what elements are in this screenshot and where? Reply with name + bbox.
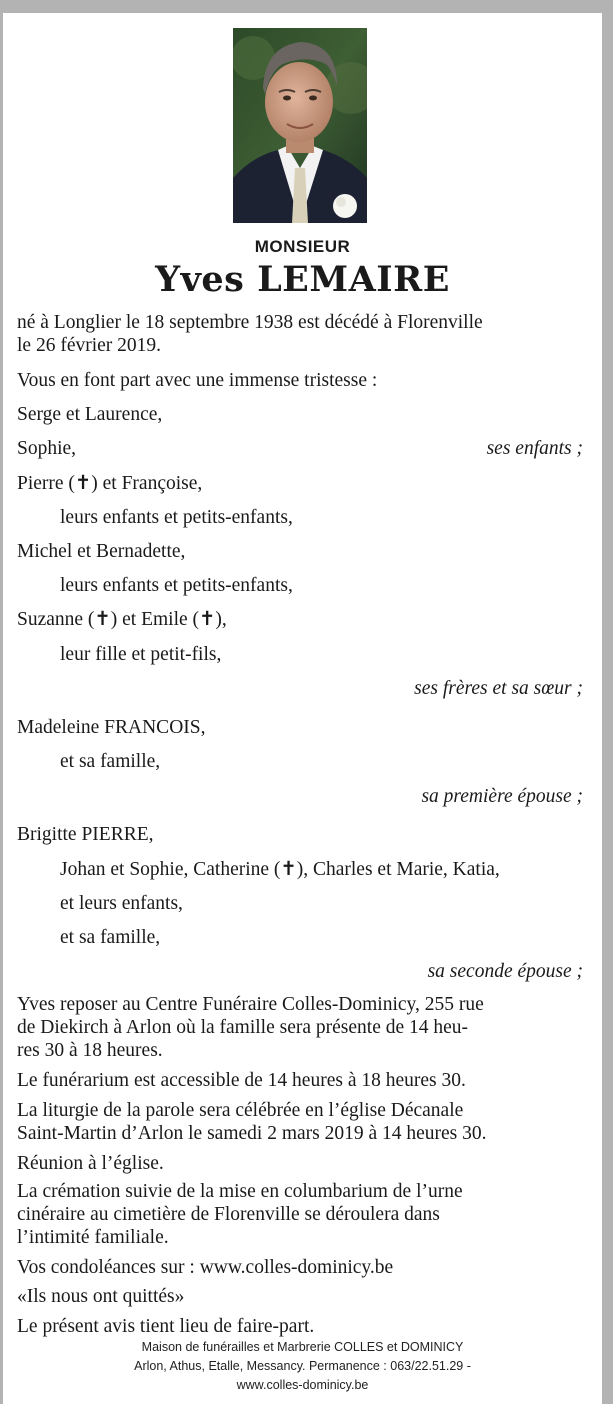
family-line: Serge et Laurence, bbox=[17, 404, 163, 425]
intro-line-2: le 26 février 2019. bbox=[17, 335, 162, 356]
detail-line: res 30 à 18 heures. bbox=[17, 1040, 163, 1061]
detail-line: «Ils nous ont quittés» bbox=[17, 1286, 185, 1307]
intro-line-1: né à Longlier le 18 septembre 1938 est décédé à Florenville bbox=[17, 312, 483, 333]
detail-line: de Diekirch à Arlon où la famille sera présente de 14 heu- bbox=[17, 1017, 469, 1038]
obituary-card bbox=[3, 13, 602, 1404]
detail-line: Le présent avis tient lieu de faire-part. bbox=[17, 1316, 315, 1337]
family-line: Sophie, bbox=[17, 438, 77, 459]
family-line: leur fille et petit-fils, bbox=[60, 644, 222, 665]
announcement: Vous en font part avec une immense tristesse : bbox=[17, 370, 378, 391]
family-line: Brigitte PIERRE, bbox=[17, 824, 154, 845]
detail-line: Yves reposer au Centre Funéraire Colles-Dominicy, 255 rue bbox=[17, 994, 484, 1015]
detail-line: l’intimité familiale. bbox=[17, 1227, 169, 1248]
family-line: Michel et Bernadette, bbox=[17, 541, 186, 562]
relation-label: sa seconde épouse ; bbox=[427, 961, 583, 982]
family-line: Pierre (✝) et Françoise, bbox=[17, 473, 203, 494]
family-line: Suzanne (✝) et Emile (✝), bbox=[17, 609, 227, 630]
footer-line-2: Arlon, Athus, Etalle, Messancy. Permanence : 063/22.51.29 - bbox=[134, 1359, 471, 1373]
family-line: leurs enfants et petits-enfants, bbox=[60, 575, 293, 596]
detail-line: Saint-Martin d’Arlon le samedi 2 mars 2019 à 14 heures 30. bbox=[17, 1123, 487, 1144]
family-line: et leurs enfants, bbox=[60, 893, 183, 914]
family-line: et sa famille, bbox=[60, 751, 161, 772]
family-line: leurs enfants et petits-enfants, bbox=[60, 507, 293, 528]
family-line: et sa famille, bbox=[60, 927, 161, 948]
footer-website: www.colles-dominicy.be bbox=[236, 1378, 369, 1392]
footer-line-1: Maison de funérailles et Marbrerie COLLES et DOMINICY bbox=[141, 1340, 464, 1354]
condolences-line: Vos condoléances sur : www.colles-dominicy.be bbox=[17, 1257, 394, 1278]
relation-label: sa première épouse ; bbox=[421, 786, 583, 807]
relation-label: ses frères et sa sœur ; bbox=[414, 678, 583, 699]
detail-line: La crémation suivie de la mise en columbarium de l’urne bbox=[17, 1181, 463, 1202]
deceased-name: Yves LEMAIRE bbox=[155, 259, 450, 300]
detail-line: Réunion à l’église. bbox=[17, 1153, 164, 1174]
honorific: MONSIEUR bbox=[254, 237, 351, 256]
detail-line: cinéraire au cimetière de Florenville se déroulera dans bbox=[17, 1204, 440, 1225]
detail-line: La liturgie de la parole sera célébrée en l’église Décanale bbox=[17, 1100, 464, 1121]
portrait-photo bbox=[233, 28, 367, 223]
detail-line: Le funérarium est accessible de 14 heures à 18 heures 30. bbox=[17, 1070, 466, 1091]
relation-label: ses enfants ; bbox=[486, 438, 583, 459]
family-line: Madeleine FRANCOIS, bbox=[17, 717, 206, 738]
family-line: Johan et Sophie, Catherine (✝), Charles et Marie, Katia, bbox=[60, 859, 500, 880]
